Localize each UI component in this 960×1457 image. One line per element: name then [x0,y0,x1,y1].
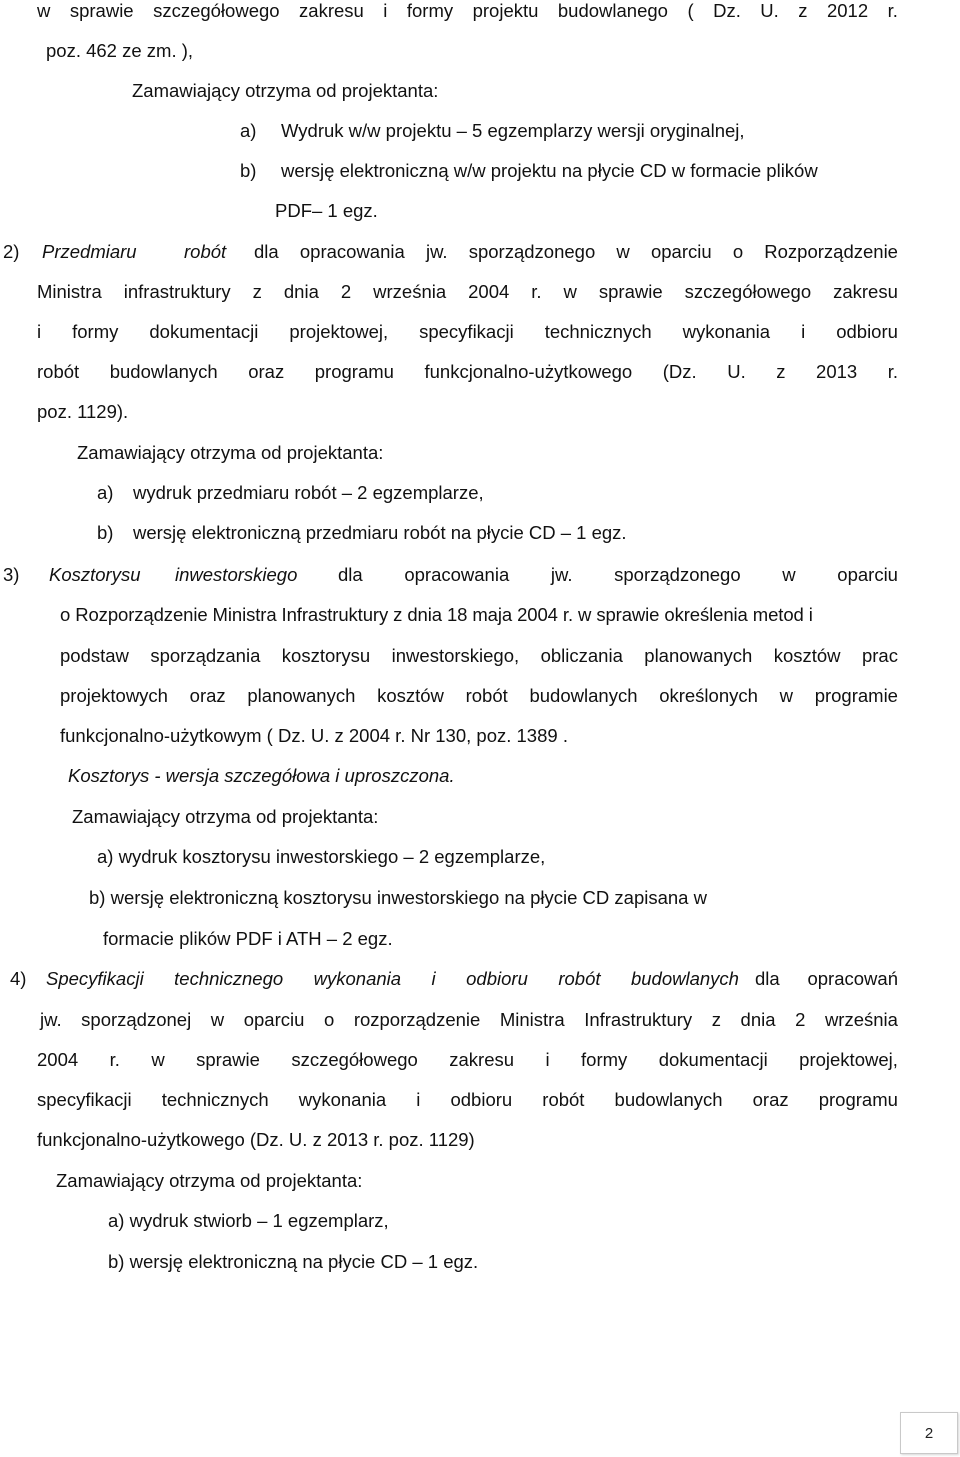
word: technicznych [544,321,652,342]
section-3-title-word-2: inwestorskiego [175,564,298,585]
word: projektowej, [799,1049,898,1070]
word: w [563,281,577,302]
word: w [779,685,793,706]
word: o [732,241,744,262]
word: programie [814,685,898,706]
section-3-line-1 [338,564,898,586]
word: określonych [659,685,758,706]
word: i [801,321,806,342]
word: kosztorysu [281,645,371,666]
section-4-line-1 [755,968,898,990]
page-number: 2 [924,1424,934,1442]
word: robót [37,361,80,382]
word: Infrastruktury [584,1009,693,1030]
word: w [616,241,630,262]
word: (Dz. [662,361,697,382]
section-3-item-b-continuation: formacie plików PDF i ATH – 2 egz. [103,928,393,949]
word: obliczania [540,645,623,666]
intro-item-a-marker: a) [240,120,257,141]
section-3-line-5: funkcjonalno-użytkowym ( Dz. U. z 2004 r. Nr 130, poz. 1389 . [60,725,568,746]
word: i [416,1089,421,1110]
word: infrastruktury [123,281,231,302]
word: i [383,0,388,21]
word: r. [109,1049,120,1070]
word: Specyfikacji [46,968,144,989]
word: r. [887,361,898,382]
word: sporządzania [150,645,261,666]
word: robót [465,685,508,706]
section-2-line-4 [37,361,898,383]
word: z [798,0,808,21]
word: oraz [752,1089,789,1110]
section-3-number: 3) [3,564,20,585]
section-2-item-b-marker: b) [97,522,114,543]
word: planowanych [247,685,356,706]
word: opracowania [404,564,510,585]
word: U. [727,361,746,382]
word: ( [687,0,694,21]
word: dla [755,968,780,989]
word: jw. [550,564,573,585]
word: dokumentacji [149,321,259,342]
word: robót [542,1089,585,1110]
section-2-line-1 [254,241,898,263]
word: 2004 [468,281,510,302]
word: zakresu [833,281,898,302]
word: programu [818,1089,898,1110]
word: projektu [472,0,539,21]
word: budowlanych [614,1089,723,1110]
word: U. [760,0,779,21]
section-4-line-3 [37,1049,898,1071]
intro-item-b: wersję elektroniczną w/w projektu na płycie CD w formacie plików [281,160,818,181]
word: dla [254,241,279,262]
intro-client-receives: Zamawiający otrzyma od projektanta: [132,80,439,101]
word: i [431,968,436,989]
word: opracowań [807,968,898,989]
word: rozporządzenie [353,1009,481,1030]
word: z [776,361,786,382]
word: zakresu [299,0,364,21]
word: wykonania [313,968,402,989]
section-2-title-word-2: robót [184,241,227,262]
word: sporządzonego [468,241,596,262]
intro-item-b-marker: b) [240,160,257,181]
word: o [323,1009,335,1030]
section-4-line-2 [40,1009,898,1031]
word: jw. [425,241,448,262]
word: odbioru [836,321,898,342]
word: wykonania [682,321,771,342]
word: projektowych [60,685,168,706]
word: sporządzonego [614,564,741,585]
word: specyfikacji [419,321,514,342]
word: oraz [189,685,226,706]
section-2-title-word-1: Przedmiaru [42,241,137,262]
section-3-line-3 [60,645,898,667]
word: inwestorskiego, [391,645,520,666]
word: odbioru [466,968,528,989]
section-3-line-4 [60,685,898,707]
word: Ministra [499,1009,565,1030]
word: formy [406,0,454,21]
word: sporządzonej [81,1009,192,1030]
word: kosztów [377,685,444,706]
word: i [545,1049,550,1070]
word: 2004 [37,1049,79,1070]
word: dla [338,564,363,585]
section-4-item-b: b) wersję elektroniczną na płycie CD – 1 egz. [108,1251,479,1272]
word: września [373,281,447,302]
word: w [210,1009,225,1030]
section-3-client-receives: Zamawiający otrzyma od projektanta: [72,806,379,827]
word: 2 [340,281,352,302]
word: szczegółowego [153,0,280,21]
word: planowanych [644,645,753,666]
word: technicznego [174,968,284,989]
intro-line-1 [37,0,898,22]
intro-item-a: Wydruk w/w projektu – 5 egzemplarzy wersji oryginalnej, [281,120,745,141]
word: odbioru [450,1089,513,1110]
word: z [252,281,262,302]
section-2-item-a-marker: a) [97,482,114,503]
section-4-line-4 [37,1089,898,1111]
word: Ministra [37,281,102,302]
word: wykonania [298,1089,387,1110]
section-2-item-a: wydruk przedmiaru robót – 2 egzemplarze, [133,482,484,503]
section-3-item-b: b) wersję elektroniczną kosztorysu inwestorskiego na płycie CD zapisana w [89,887,707,908]
word: dnia [283,281,319,302]
word: prac [861,645,898,666]
word: budowlanych [529,685,638,706]
section-4-client-receives: Zamawiający otrzyma od projektanta: [56,1170,363,1191]
word: kosztów [773,645,841,666]
section-2-line-3 [37,321,898,343]
word: podstaw [60,645,129,666]
word: dnia [740,1009,776,1030]
word: dokumentacji [658,1049,768,1070]
word: oparciu [243,1009,305,1030]
section-3-line-2: o Rozporządzenie Ministra Infrastruktury z dnia 18 maja 2004 r. w sprawie określenia metod i [60,604,813,625]
word: Rozporządzenie [764,241,898,262]
word: budowlanych [109,361,218,382]
word: oraz [248,361,285,382]
word: programu [314,361,394,382]
section-4-title [46,968,739,990]
word: września [824,1009,898,1030]
word: w [782,564,796,585]
section-4-item-a: a) wydruk stwiorb – 1 egzemplarz, [108,1210,389,1231]
word: funkcjonalno-użytkowego [424,361,633,382]
word: r. [531,281,542,302]
word: opracowania [299,241,405,262]
word: szczegółowego [291,1049,418,1070]
word: 2013 [816,361,858,382]
section-3-item-a: a) wydruk kosztorysu inwestorskiego – 2 egzemplarze, [97,846,546,867]
page-number-box [900,1412,958,1454]
word: szczegółowego [684,281,812,302]
word: w [37,0,51,21]
intro-item-b-continuation: PDF– 1 egz. [275,200,378,221]
word: w [151,1049,165,1070]
word: oparciu [837,564,898,585]
word: Dz. [713,0,741,21]
word: technicznych [161,1089,269,1110]
section-2-item-b: wersję elektroniczną przedmiaru robót na płycie CD – 1 egz. [133,522,627,543]
word: specyfikacji [37,1089,132,1110]
word: oparciu [650,241,712,262]
section-2-number: 2) [3,241,20,262]
section-2-line-5: poz. 1129). [37,401,129,422]
section-3-note: Kosztorys - wersja szczegółowa i uproszczona. [68,765,455,786]
word: jw. [40,1009,62,1030]
word: sprawie [69,0,134,21]
section-3-title-word-1: Kosztorysu [49,564,141,585]
word: z [711,1009,721,1030]
word: formy [72,321,119,342]
word: 2012 [826,0,869,21]
word: r. [887,0,898,21]
section-4-number: 4) [10,968,27,989]
word: sprawie [598,281,663,302]
word: budowlanego [557,0,668,21]
word: 2 [795,1009,806,1030]
word: budowlanych [630,968,739,989]
intro-line-2: poz. 462 ze zm. ), [46,40,194,61]
section-2-client-receives: Zamawiający otrzyma od projektanta: [77,442,384,463]
word: projektowej, [289,321,389,342]
section-4-line-5: funkcjonalno-użytkowego (Dz. U. z 2013 r. poz. 1129) [37,1129,475,1150]
word: zakresu [449,1049,515,1070]
word: sprawie [196,1049,260,1070]
word: robót [558,968,601,989]
word: i [37,321,42,342]
word: formy [581,1049,628,1070]
section-2-line-2 [37,281,898,303]
